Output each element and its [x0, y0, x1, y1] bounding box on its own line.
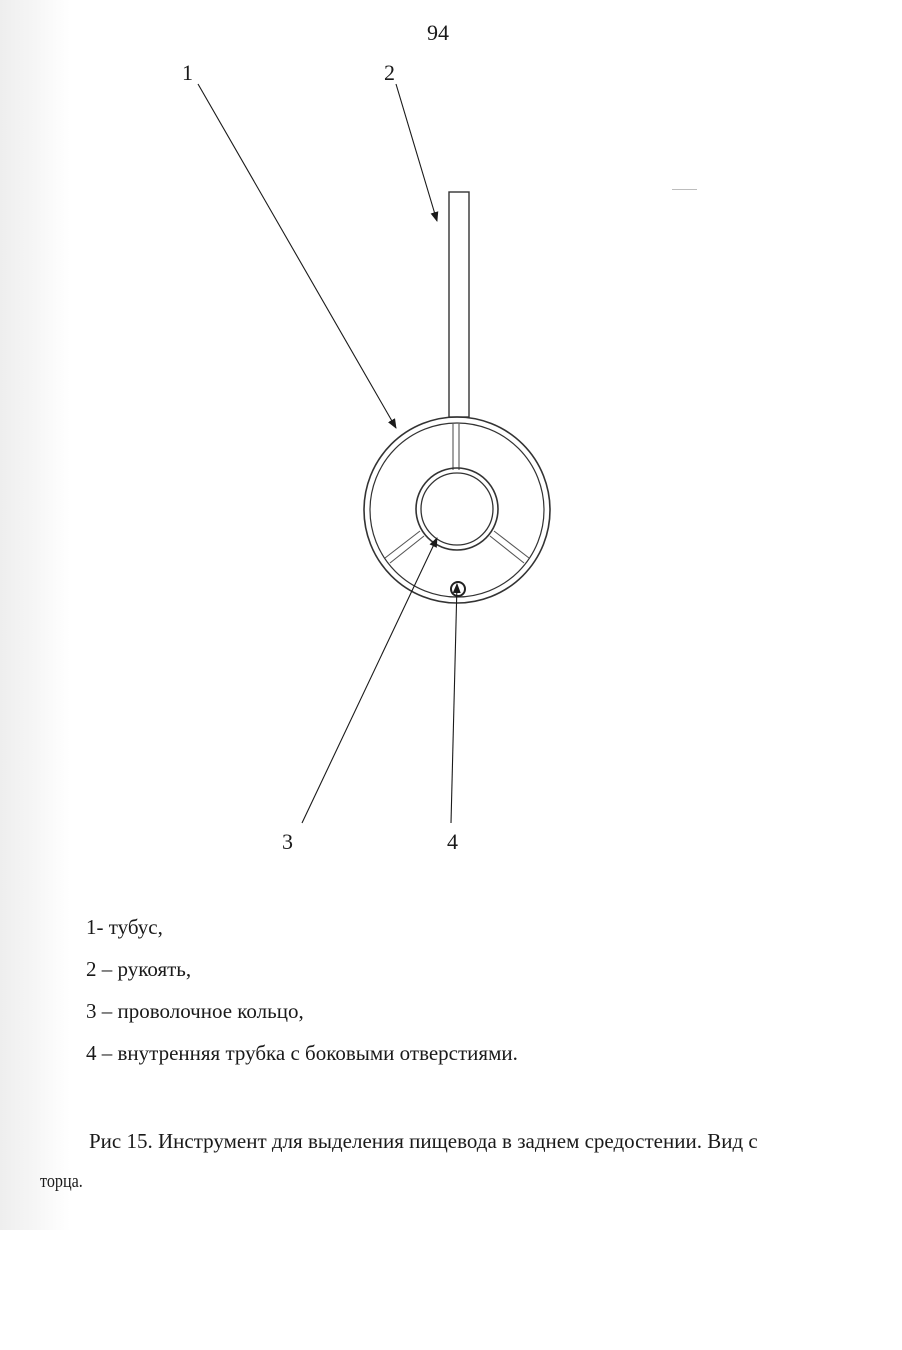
- legend: [86, 912, 518, 1080]
- figure-caption: Рис 15. Инструмент для выделения пищевода в заднем средостении. Вид с: [89, 1129, 758, 1153]
- wire-ring-inner: [421, 473, 493, 545]
- wire-ring-outer: [416, 468, 498, 550]
- callout-3: 3: [282, 829, 293, 854]
- legend-item: 4 – внутренняя трубка с боковыми отверстиями.: [86, 1041, 518, 1065]
- callout-1: 1: [182, 60, 193, 85]
- handle: [449, 192, 469, 417]
- outer-tube-ring-outer: [364, 417, 550, 603]
- spokes: [385, 424, 529, 563]
- leader-line-4: [451, 584, 457, 823]
- leader-line-3: [302, 538, 437, 823]
- legend-item: 1- тубус,: [86, 915, 163, 939]
- legend-item: 2 – рукоять,: [86, 957, 192, 981]
- page-number: 94: [427, 20, 449, 45]
- leader-line-2: [396, 84, 437, 221]
- callout-2: 2: [384, 60, 395, 85]
- outer-tube-ring-inner: [370, 423, 544, 597]
- figure-caption-continuation: торца.: [40, 1171, 83, 1192]
- legend-item: 3 – проволочное кольцо,: [86, 999, 304, 1023]
- leader-line-1: [198, 84, 396, 428]
- inner-tube: [451, 582, 465, 596]
- callout-4: 4: [447, 829, 458, 854]
